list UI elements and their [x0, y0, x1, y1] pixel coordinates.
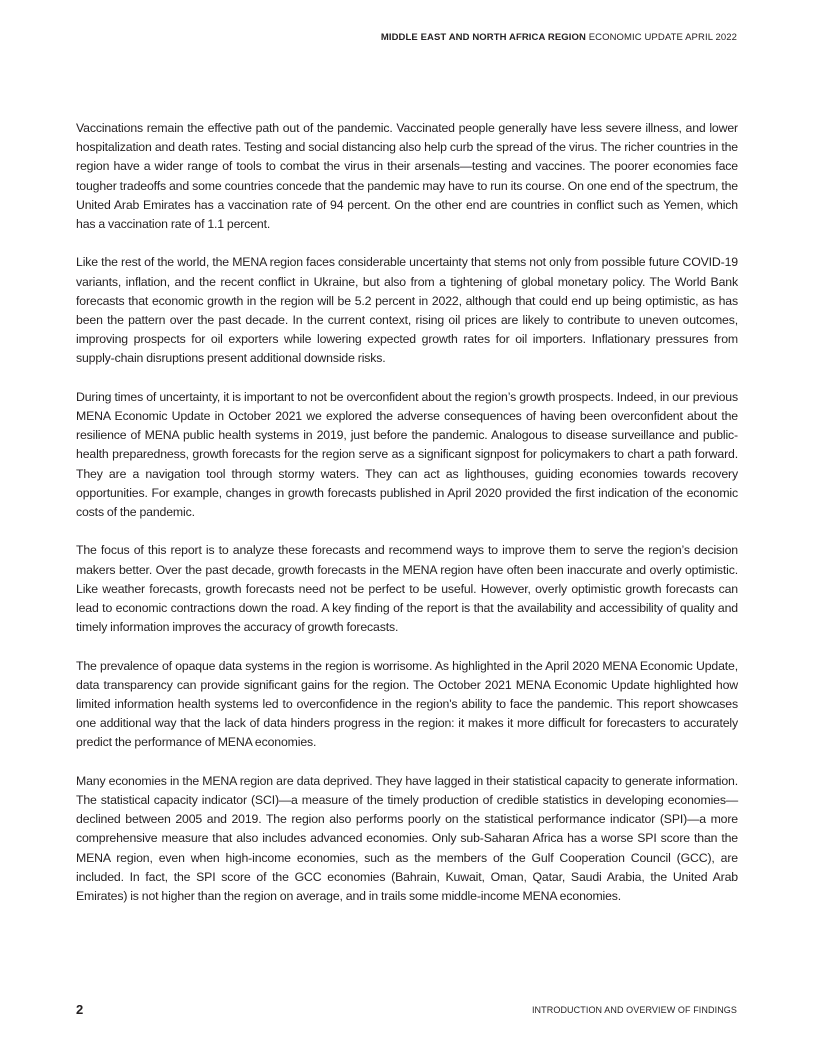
header-publication: ECONOMIC UPDATE APRIL 2022: [588, 32, 737, 43]
header-region: MIDDLE EAST AND NORTH AFRICA REGION: [380, 32, 586, 43]
footer-section-title: INTRODUCTION AND OVERVIEW OF FINDINGS: [531, 1005, 737, 1015]
paragraph-overconfidence: During times of uncertainty, it is important to not be overconfident about the region’s growth prospects. Indeed, in our previous MENA Economic Update in October 2021 we explored the adverse consequences of having been overconfident about the resilience of MENA public health systems in 2019, just before the pandemic. Analogous to disease surveillance and public-health preparedness, growth forecasts for the region serve as a significant signpost for policymakers to chart a path forward. They are a navigation tool through stormy waters. They can act as lighthouses, guiding economies towards recovery opportunities. For example, changes in growth forecasts published in April 2020 provided the first indication of the economic costs of the pandemic.: [76, 389, 738, 520]
paragraph-data-transparency: The prevalence of opaque data systems in the region is worrisome. As highlighted in the April 2020 MENA Economic Update, data transparency can provide significant gains for the region. The October 2021 MENA Economic Update highlighted how limited information health systems led to overconfidence in the region's ability to face the pandemic. This report showcases one additional way that the lack of data hinders progress in the region: it makes it more difficult for forecasters to accurately predict the performance of MENA economies.: [76, 658, 738, 750]
page-number: 2: [76, 1002, 84, 1017]
running-header: [381, 32, 737, 43]
paragraph-uncertainty: Like the rest of the world, the MENA region faces considerable uncertainty that stems not only from possible future COVID-19 variants, inflation, and the recent conflict in Ukraine, but also from a tightening of global monetary policy. The World Bank forecasts that economic growth in the region will be 5.2 percent in 2022, although that could end up being optimistic, as has been the pattern over the past decade. In the current context, rising oil prices are likely to contribute to uneven outcomes, improving prospects for oil exporters while lowering expected growth rates for oil importers. Inflationary pressures from supply-chain disruptions present additional downside risks.: [76, 255, 738, 366]
paragraph-data-deprived: Many economies in the MENA region are data deprived. They have lagged in their statistical capacity to generate information. The statistical capacity indicator (SCI)—a measure of the timely production of credible statistics in developing economies—declined between 2005 and 2019. The region also performs poorly on the statistical performance indicator (SPI)—a more comprehensive measure that also includes advanced economies. Only sub-Saharan Africa has a worse SPI score than the MENA region, even when high-income economies, such as the members of the Gulf Cooperation Council (GCC), are included. In fact, the SPI score of the GCC economies (Bahrain, Kuwait, Oman, Qatar, Saudi Arabia, the United Arab Emirates) is not higher than the region on average, and in trails some middle-income MENA economies.: [76, 773, 738, 904]
paragraph-report-focus: The focus of this report is to analyze these forecasts and recommend ways to improve them to serve the region’s decision makers better. Over the past decade, growth forecasts in the MENA region have often been inaccurate and overly optimistic. Like weather forecasts, growth forecasts need not be perfect to be useful. However, overly optimistic growth forecasts can lead to economic contractions down the road. A key finding of the report is that the availability and accessibility of quality and timely information improves the accuracy of growth forecasts.: [76, 543, 738, 635]
body-text: [76, 119, 738, 925]
paragraph-vaccinations: Vaccinations remain the effective path out of the pandemic. Vaccinated people generally have less severe illness, and lower hospitalization and death rates. Testing and social distancing also help curb the spread of the virus. The richer countries in the region have a wider range of tools to combat the virus in their arsenals—testing and vaccines. The poorer economies face tougher tradeoffs and some countries concede that the pandemic may have to run its course. On one end of the spectrum, the United Arab Emirates has a vaccination rate of 94 percent. On the other end are countries in conflict such as Yemen, which has a vaccination rate of 1.1 percent.: [76, 121, 738, 232]
